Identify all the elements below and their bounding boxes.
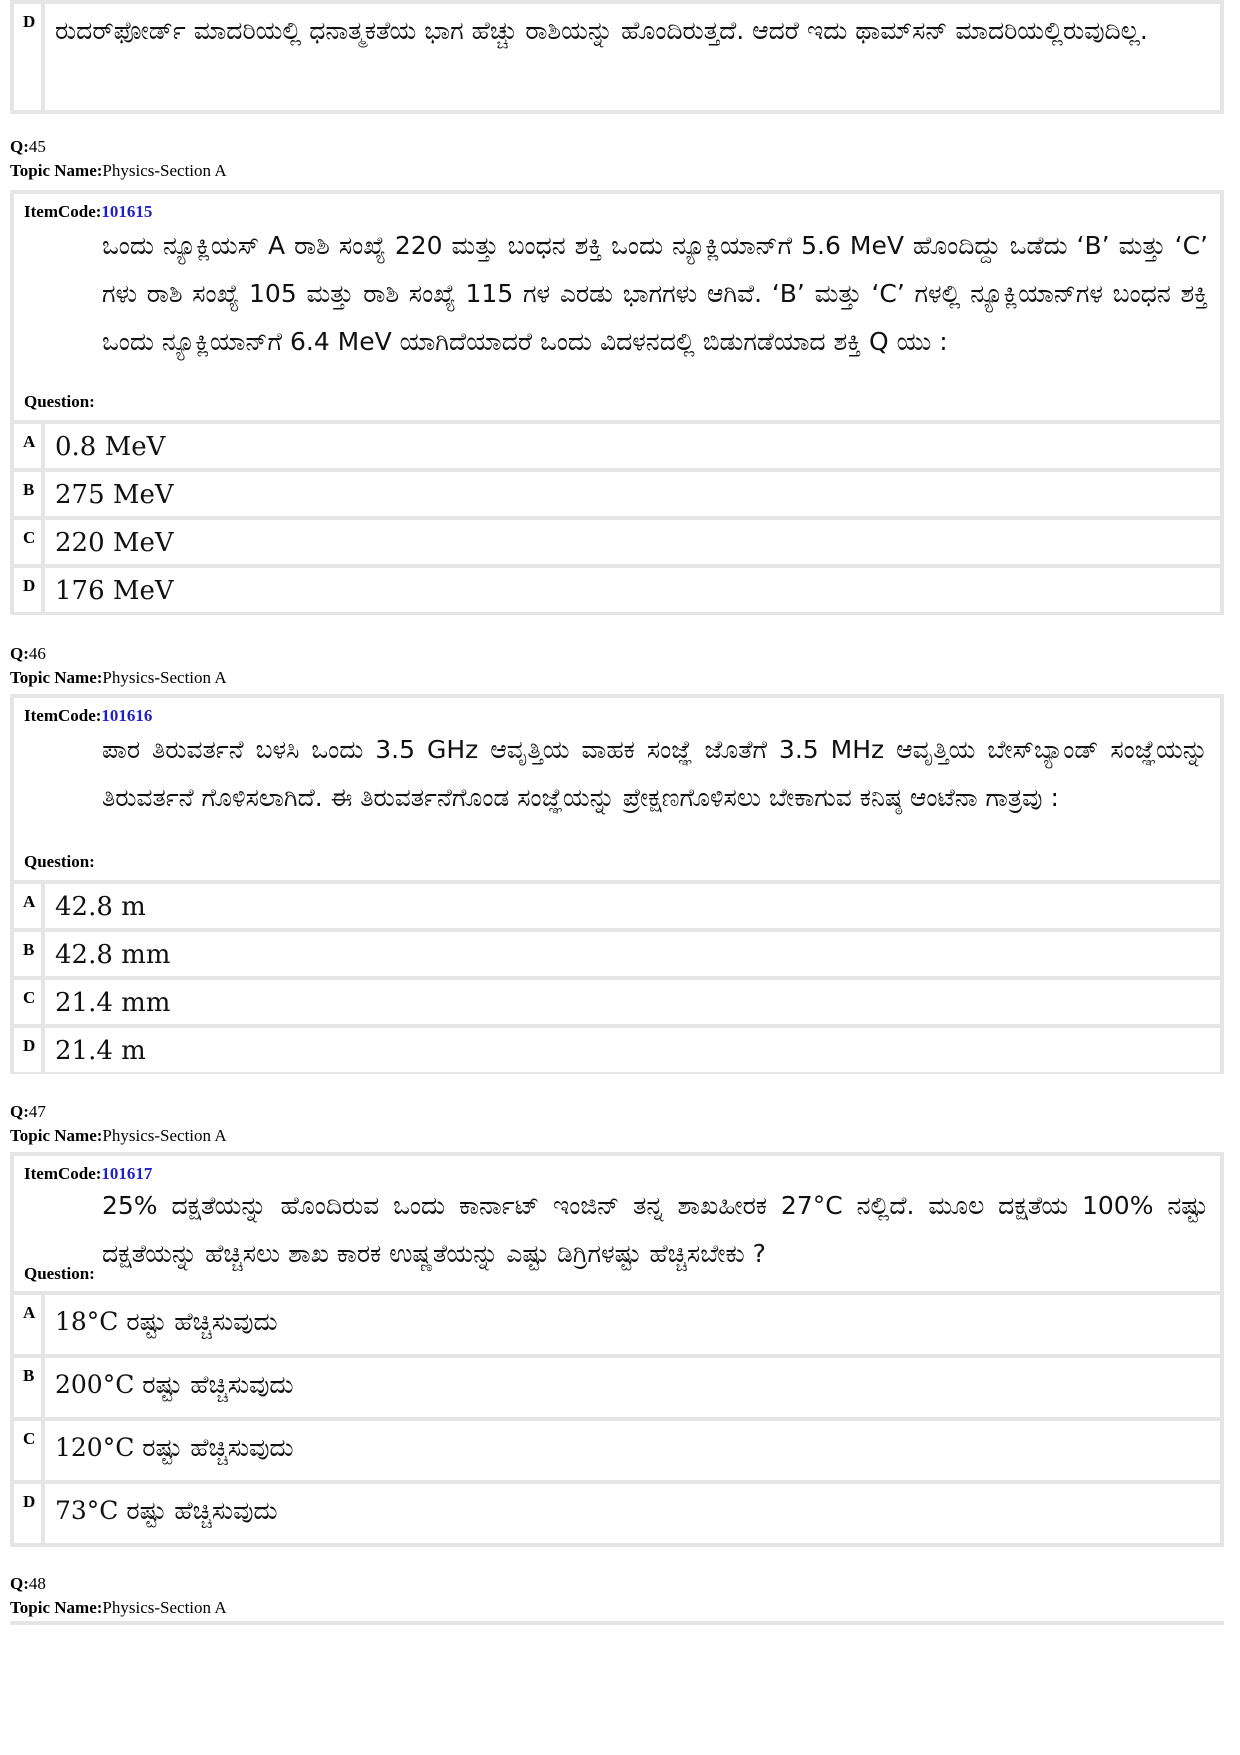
- q-prefix: Q:: [10, 644, 29, 663]
- q-prefix: Q:: [10, 137, 29, 156]
- option-text: 275 MeV: [55, 480, 174, 510]
- option-text: 21.4 m: [55, 1036, 146, 1066]
- option-label: A: [14, 884, 45, 928]
- option-text: 120°C ರಷ್ಟು ಹೆಚ್ಚಿಸುವುದು: [55, 1433, 294, 1462]
- option-row[interactable]: [14, 472, 1220, 516]
- option-row[interactable]: [14, 932, 1220, 976]
- question-block: [14, 698, 1220, 880]
- option-text: ರುದರ್‌ಫೋರ್ಡ್ ಮಾದರಿಯಲ್ಲಿ ಧನಾತ್ಮಕತೆಯ ಭಾಗ ಹೆಚ್ಚು ರಾಶಿಯನ್ನು ಹೊಂದಿರುತ್ತದೆ. ಆದರೆ ಇದು ಥಾಮ್‌ಸನ್ ಮಾದರಿಯಲ್ಲಿರುವುದಿಲ್ಲ.: [55, 16, 1148, 45]
- option-row[interactable]: [14, 568, 1220, 612]
- option-text: 73°C ರಷ್ಟು ಹೆಚ್ಚಿಸುವುದು: [55, 1496, 278, 1525]
- question-number: 46: [28, 644, 46, 663]
- question-text: 25% ದಕ್ಷತೆಯನ್ನು ಹೊಂದಿರುವ ಒಂದು ಕಾರ್ನಾಟ್ ಇಂಜಿನ್ ತನ್ನ ಶಾಖಹೀರಕ 27°C ನಲ್ಲಿದೆ. ಮೂಲ ದಕ್ಷತೆಯ 100% ನಷ್ಟು ದಕ್ಷತೆಯನ್ನು ಹೆಚ್ಚಿಸಲು ಶಾಖ ಕಾರಕ ಉಷ್ಣತೆಯನ್ನು ಎಷ್ಟು ಡಿಗ್ರಿಗಳಷ್ಟು ಹೆಚ್ಚಿಸಬೇಕು ?: [102, 1191, 1208, 1268]
- option-row[interactable]: [14, 520, 1220, 564]
- topic-name: Physics-Section A: [102, 1598, 227, 1617]
- q-prefix: Q:: [10, 1102, 29, 1121]
- option-text: 21.4 mm: [55, 988, 171, 1018]
- option-row[interactable]: [14, 1421, 1220, 1480]
- topic-name: Physics-Section A: [102, 668, 227, 687]
- topic-prefix: Topic Name:: [10, 1126, 103, 1145]
- item-code: ItemCode:101617: [24, 1164, 153, 1183]
- option-row[interactable]: [14, 884, 1220, 928]
- question-number: 45: [28, 137, 46, 156]
- option-label: B: [14, 932, 45, 976]
- option-row[interactable]: [14, 980, 1220, 1024]
- question-block: [14, 1156, 1220, 1291]
- question-block: [14, 194, 1220, 420]
- q-prefix: Q:: [10, 1574, 29, 1593]
- question-label: Question:: [24, 1264, 95, 1283]
- option-label: D: [14, 1028, 45, 1072]
- option-text: 220 MeV: [55, 528, 174, 558]
- item-code: ItemCode:101616: [24, 706, 153, 725]
- question-table: [10, 1152, 1224, 1547]
- question-table: [10, 190, 1224, 615]
- question-number: 48: [28, 1574, 46, 1593]
- option-text: 42.8 m: [55, 892, 146, 922]
- option-text: 176 MeV: [55, 576, 174, 606]
- topic-prefix: Topic Name:: [10, 668, 103, 687]
- option-label: C: [14, 520, 45, 564]
- item-code: ItemCode:101615: [24, 202, 153, 221]
- option-row[interactable]: [14, 1295, 1220, 1354]
- question-table: [10, 694, 1224, 1074]
- option-label: D: [14, 4, 45, 110]
- option-text: 42.8 mm: [55, 940, 171, 970]
- question-meta: [10, 1572, 227, 1620]
- option-label: D: [14, 568, 45, 612]
- option-row[interactable]: [14, 424, 1220, 468]
- option-text: 200°C ರಷ್ಟು ಹೆಚ್ಚಿಸುವುದು: [55, 1370, 294, 1399]
- option-label: C: [14, 980, 45, 1024]
- option-row[interactable]: [14, 1484, 1220, 1543]
- option-label: A: [14, 1295, 45, 1354]
- option-row[interactable]: [14, 1028, 1220, 1072]
- table-top-border: [10, 1621, 1224, 1625]
- topic-name: Physics-Section A: [102, 161, 227, 180]
- question-meta: [10, 642, 227, 690]
- option-text: 18°C ರಷ್ಟು ಹೆಚ್ಚಿಸುವುದು: [55, 1307, 278, 1336]
- question-text: ಒಂದು ನ್ಯೂಕ್ಲಿಯಸ್ A ರಾಶಿ ಸಂಖ್ಯೆ 220 ಮತ್ತು ಬಂಧನ ಶಕ್ತಿ ಒಂದು ನ್ಯೂಕ್ಲಿಯಾನ್‌ಗೆ 5.6 MeV ಹೊಂದಿದ್ದು ಒಡೆದು ‘B’ ಮತ್ತು ‘C’ ಗಳು ರಾಶಿ ಸಂಖ್ಯೆ 105 ಮತ್ತು ರಾಶಿ ಸಂಖ್ಯೆ 115 ಗಳ ಎರಡು ಭಾಗಗಳು ಆಗಿವೆ. ‘B’ ಮತ್ತು ‘C’ ಗಳಲ್ಲಿ ನ್ಯೂಕ್ಲಿಯಾನ್‌ಗಳ ಬಂಧನ ಶಕ್ತಿ ಒಂದು ನ್ಯೂಕ್ಲಿಯಾನ್‌ಗೆ 6.4 MeV ಯಾಗಿದೆಯಾದರೆ ಒಂದು ವಿದಳನದಲ್ಲಿ ಬಿಡುಗಡೆಯಾದ ಶಕ್ತಿ Q ಯು :: [102, 231, 1208, 356]
- option-label: B: [14, 1358, 45, 1417]
- option-text: 0.8 MeV: [55, 432, 166, 462]
- question-meta: [10, 135, 227, 183]
- question-number: 47: [28, 1102, 46, 1121]
- question-label: Question:: [24, 852, 95, 871]
- option-row[interactable]: [14, 1358, 1220, 1417]
- question-text: ಪಾರ ತಿರುವರ್ತನೆ ಬಳಸಿ ಒಂದು 3.5 GHz ಆವೃತ್ತಿಯ ವಾಹಕ ಸಂಜ್ಞೆ ಜೊತೆಗೆ 3.5 MHz ಆವೃತ್ತಿಯ ಬೇಸ್‌ಬ್ಯಾಂಡ್ ಸಂಜ್ಞೆಯನ್ನು ತಿರುವರ್ತನೆ ಗೊಳಿಸಲಾಗಿದೆ. ಈ ತಿರುವರ್ತನೆಗೊಂಡ ಸಂಜ್ಞೆಯನ್ನು ಪ್ರೇಕ್ಷಣಗೊಳಿಸಲು ಬೇಕಾಗುವ ಕನಿಷ್ಠ ಆಂಟೆನಾ ಗಾತ್ರವು :: [102, 735, 1209, 812]
- prev-option-table: [10, 0, 1224, 114]
- topic-prefix: Topic Name:: [10, 161, 103, 180]
- topic-prefix: Topic Name:: [10, 1598, 103, 1617]
- option-row: [14, 4, 1220, 110]
- question-label: Question:: [24, 392, 95, 411]
- option-label: A: [14, 424, 45, 468]
- option-label: C: [14, 1421, 45, 1480]
- topic-name: Physics-Section A: [102, 1126, 227, 1145]
- option-label: D: [14, 1484, 45, 1543]
- option-label: B: [14, 472, 45, 516]
- question-meta: [10, 1100, 227, 1148]
